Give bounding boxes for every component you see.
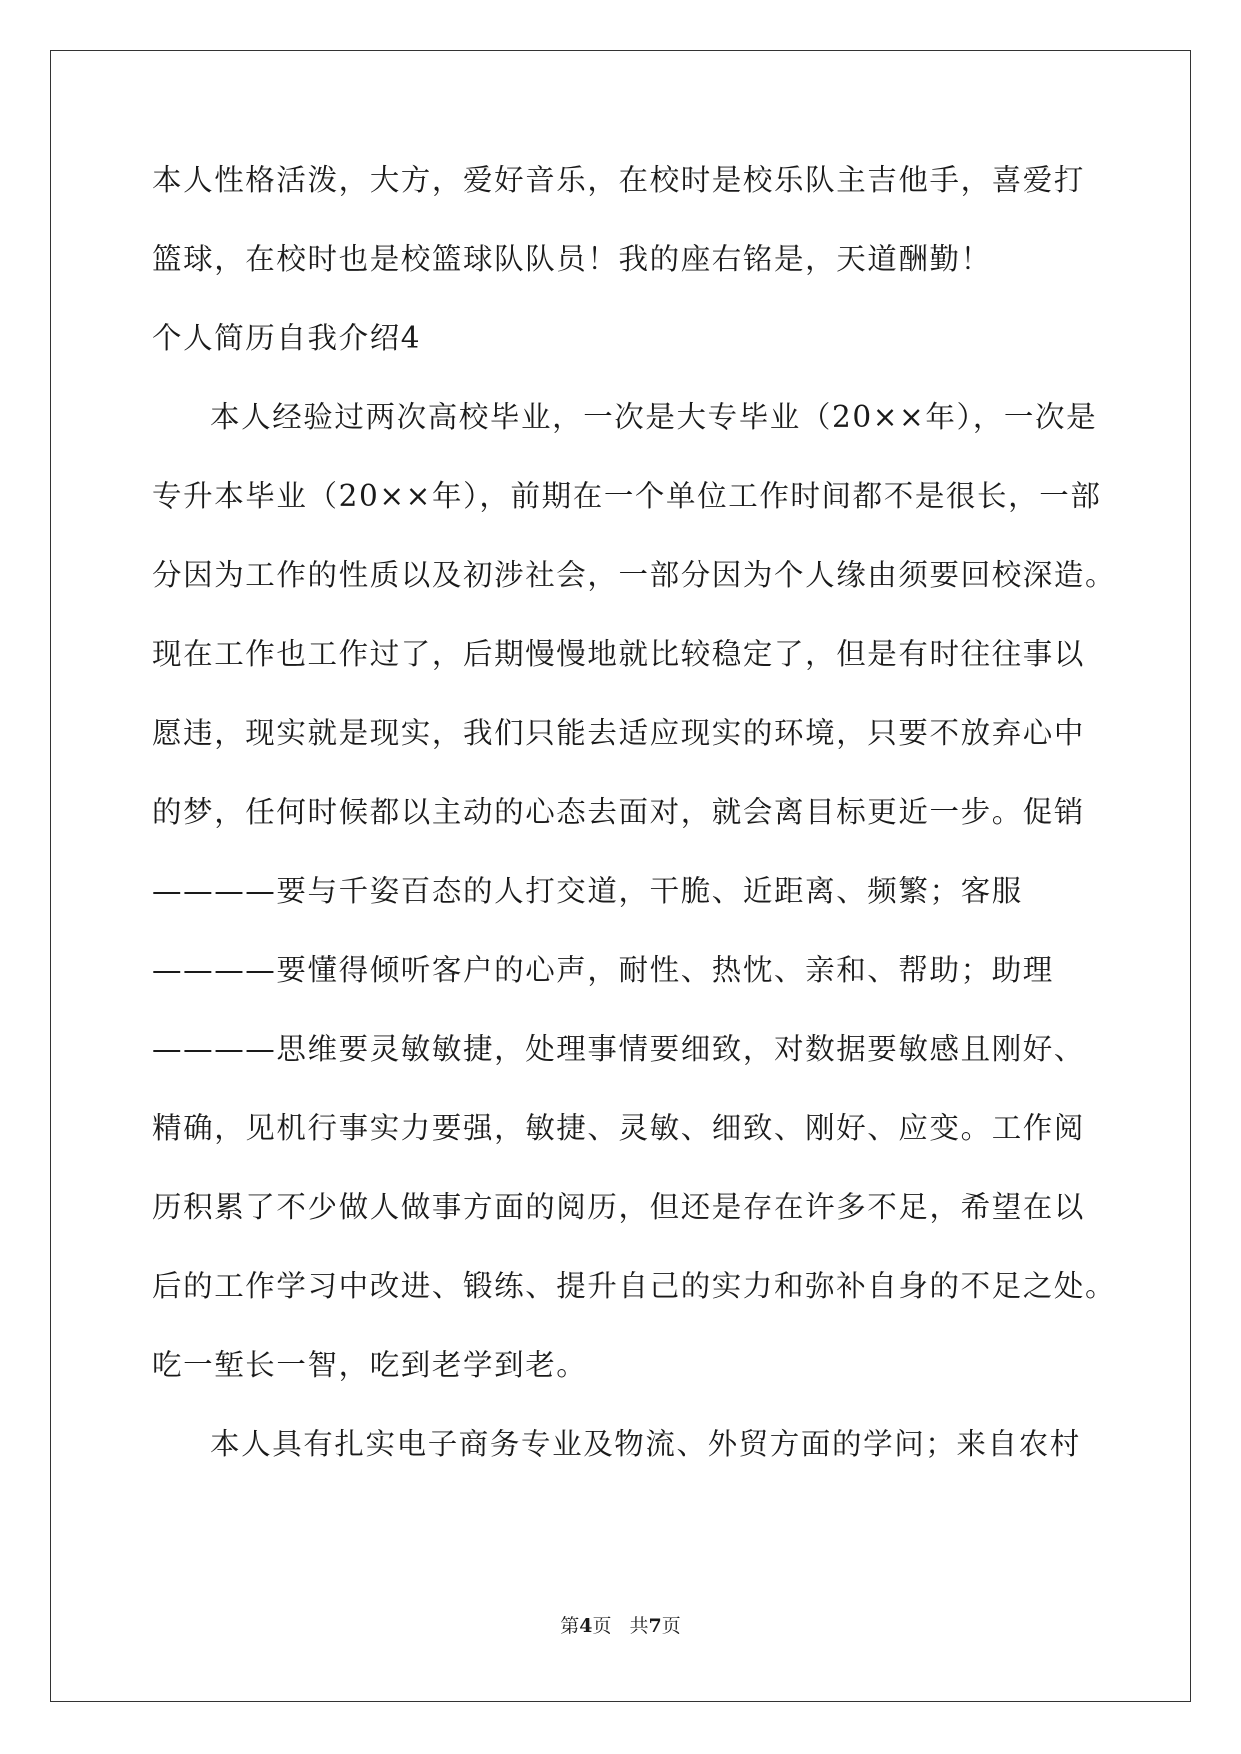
page-footer — [0, 1614, 1241, 1638]
body-text-line: 后的工作学习中改进、锻练、提升自己的实力和弥补自身的不足之处。 — [152, 1269, 1117, 1303]
paragraph-first-line: 本人经验过两次高校毕业，一次是大专毕业（20××年），一次是 — [210, 400, 1098, 434]
page-current: 4 — [579, 1615, 593, 1637]
body-text-line: 吃一堑长一智，吃到老学到老。 — [152, 1348, 588, 1382]
section-heading: 个人简历自我介绍4 — [152, 321, 422, 355]
body-text-line: 精确，见机行事实力要强，敏捷、灵敏、细致、刚好、应变。工作阅 — [152, 1111, 1086, 1145]
body-text-line: 愿违，现实就是现实，我们只能去适应现实的环境，只要不放弃心中 — [152, 716, 1086, 750]
page-prefix: 第 — [560, 1615, 580, 1637]
body-text-line: ————思维要灵敏敏捷，处理事情要细致，对数据要敏感且刚好、 — [152, 1032, 1086, 1066]
body-text-line: 本人性格活泼，大方，爱好音乐，在校时是校乐队主吉他手，喜爱打 — [152, 163, 1086, 197]
body-text-line: 历积累了不少做人做事方面的阅历，但还是存在许多不足，希望在以 — [152, 1190, 1086, 1224]
total-prefix: 共 — [629, 1615, 649, 1637]
page-total: 7 — [648, 1615, 662, 1637]
body-text-line: 专升本毕业（20××年），前期在一个单位工作时间都不是很长，一部 — [152, 479, 1102, 513]
paragraph-first-line: 本人具有扎实电子商务专业及物流、外贸方面的学问；来自农村 — [210, 1427, 1081, 1461]
total-unit: 页 — [661, 1615, 681, 1637]
body-text-line: 分因为工作的性质以及初涉社会，一部分因为个人缘由须要回校深造。 — [152, 558, 1117, 592]
page-unit: 页 — [592, 1615, 612, 1637]
body-text-line: 的梦，任何时候都以主动的心态去面对，就会离目标更近一步。促销 — [152, 795, 1086, 829]
body-text-line: ————要与千姿百态的人打交道，干脆、近距离、频繁；客服 — [152, 874, 1023, 908]
body-text-line: 现在工作也工作过了，后期慢慢地就比较稳定了，但是有时往往事以 — [152, 637, 1086, 671]
body-text-line: 篮球，在校时也是校篮球队队员！我的座右铭是，天道酬勤！ — [152, 242, 992, 276]
body-text-line: ————要懂得倾听客户的心声，耐性、热忱、亲和、帮助；助理 — [152, 953, 1054, 987]
